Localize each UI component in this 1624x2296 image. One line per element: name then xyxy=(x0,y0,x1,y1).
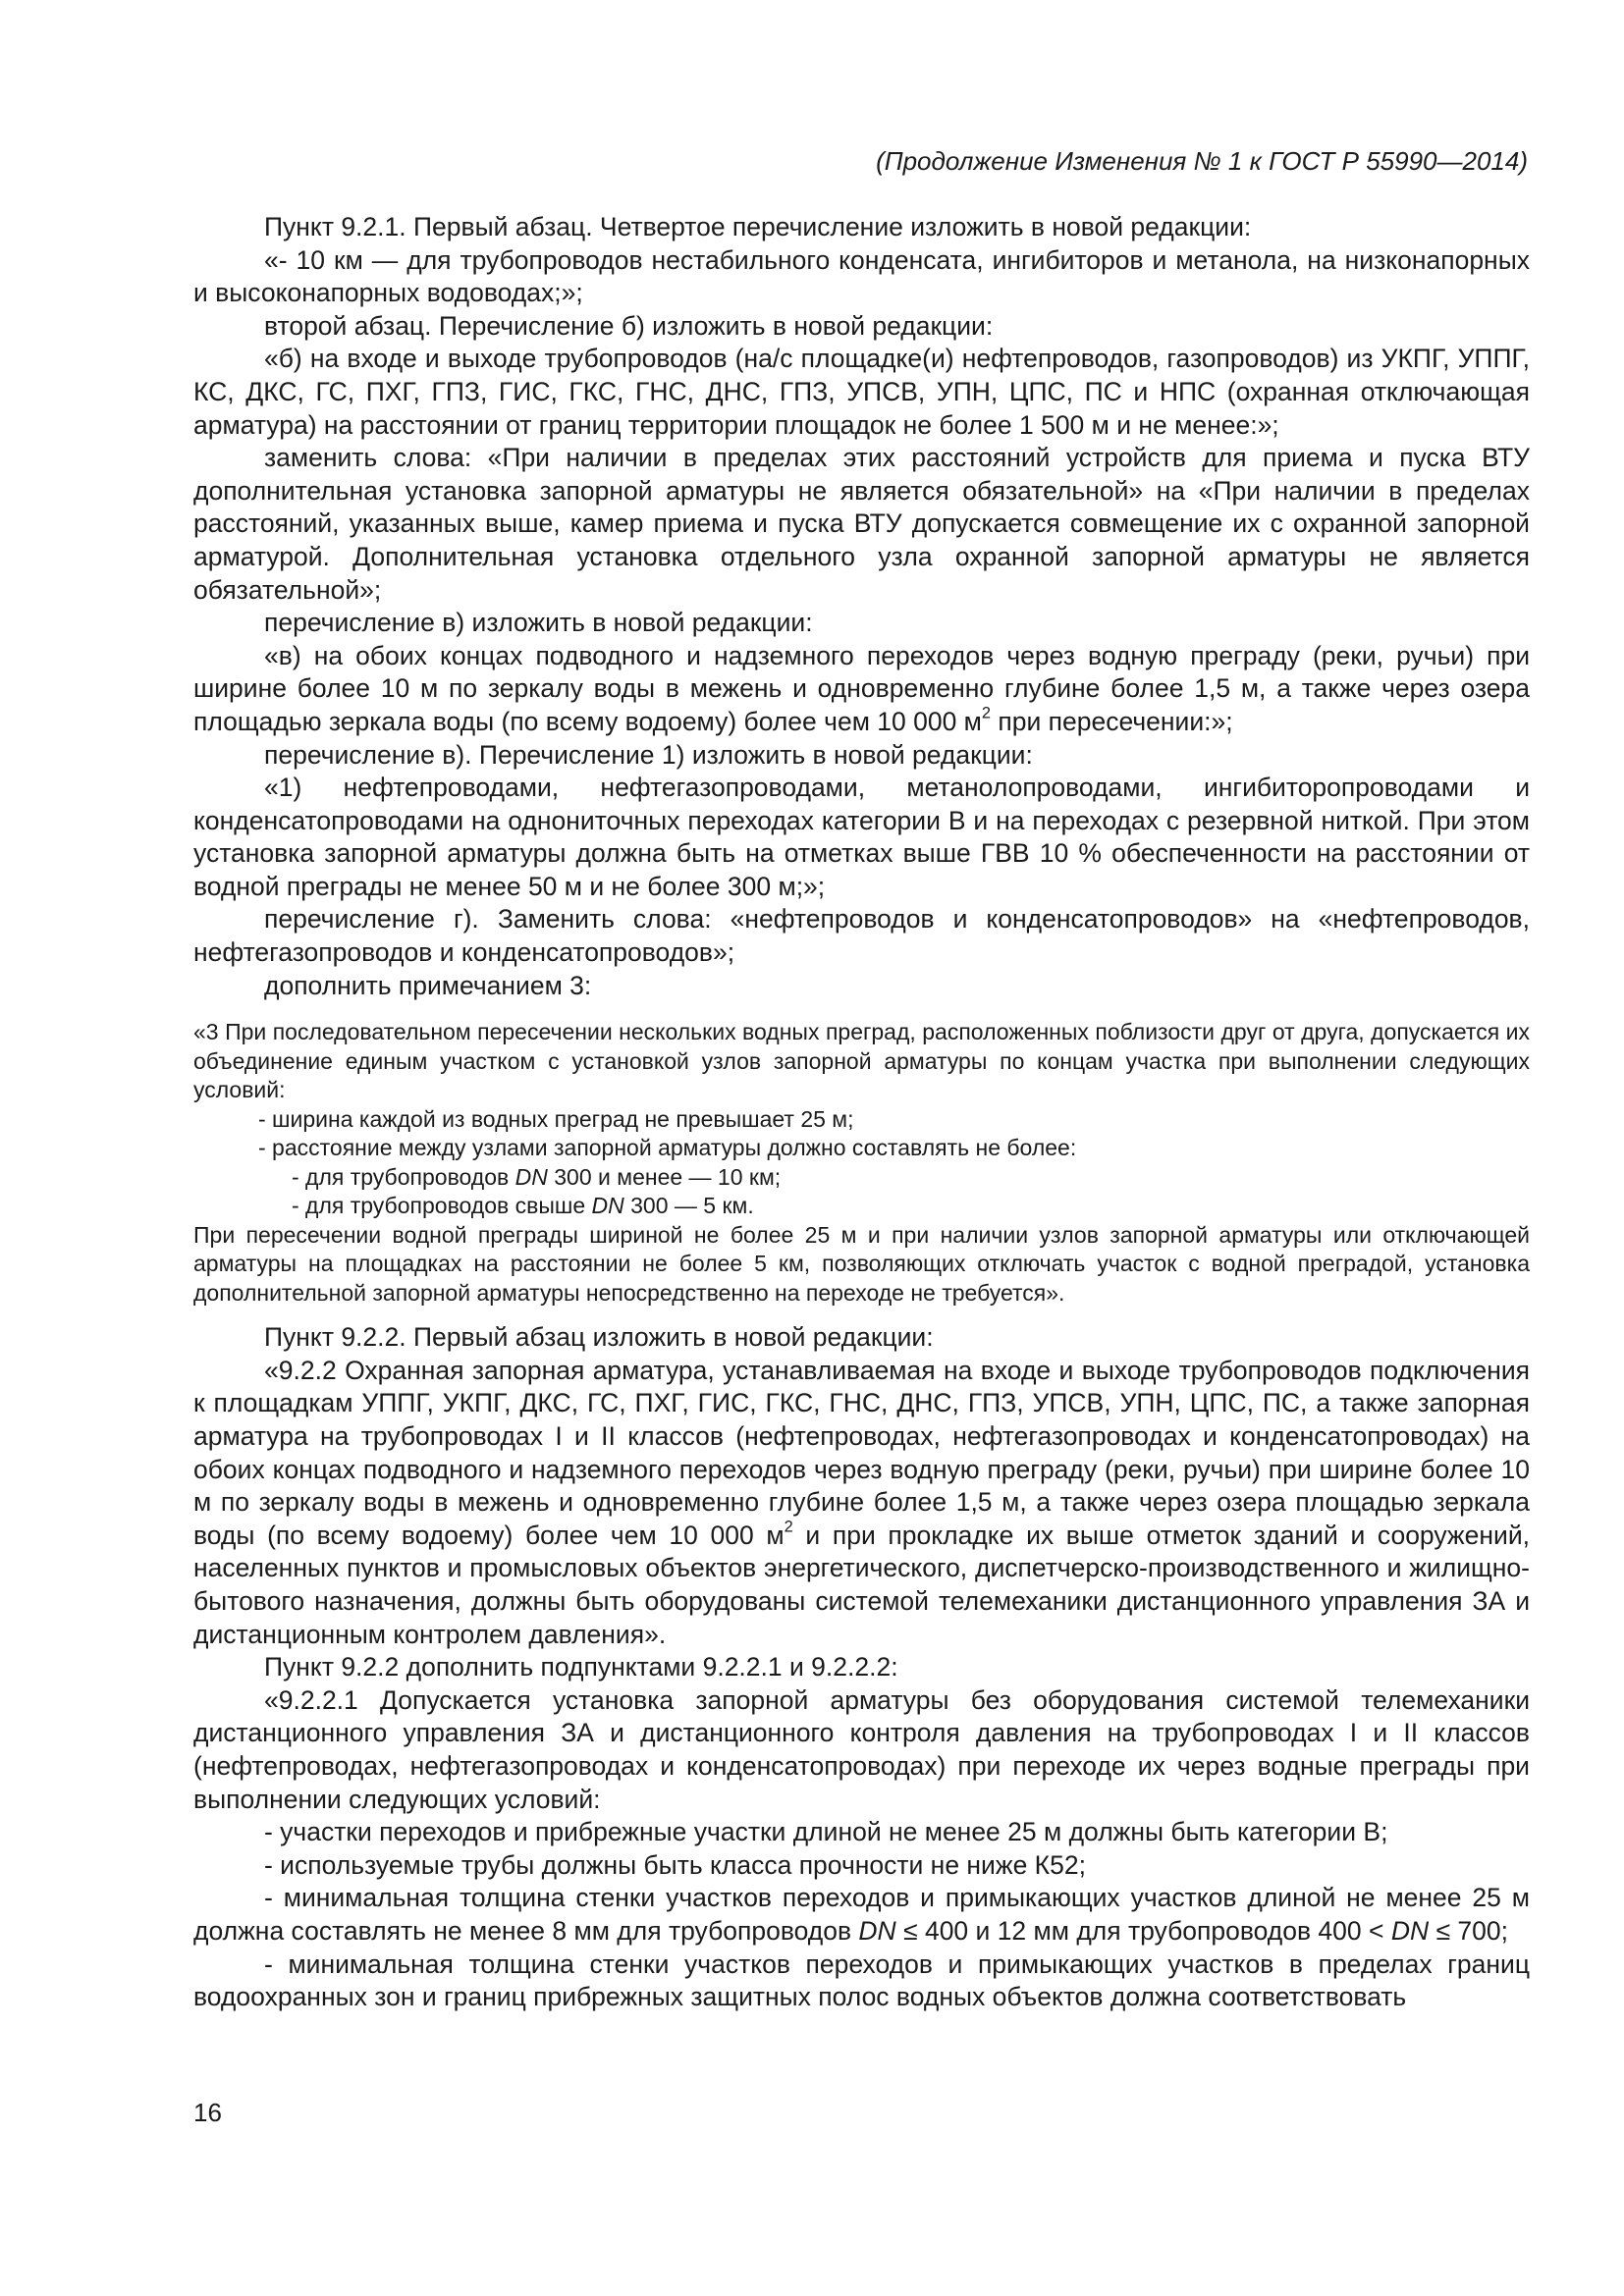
text-run: и при прокладке их выше отметок зданий и сооружений, населенных пунктов и промысловых объектов энергетического, диспетчерско-производственного и жилищно-бытового назначения, должны быть оборудованы системой телемеханики дистанционного управления ЗА и дистанционным контролем давления». xyxy=(193,1520,1530,1649)
paragraph: перечисление в) изложить в новой редакции: xyxy=(264,608,813,638)
note-closing: При пересечении водной преграды шириной не более 25 м и при наличии узлов запорной арматуры или отключающей арматуры на площадках на расстоянии не более 5 км, позволяющих отключать участок с водной преградой, установка дополнительной запорной арматуры непосредственно на переходе не требуется». xyxy=(193,1221,1530,1306)
paragraph: Пункт 9.2.2 дополнить подпунктами 9.2.2.1 и 9.2.2.2: xyxy=(264,1652,898,1682)
text-run: - для трубопроводов xyxy=(292,1163,515,1190)
paragraph: «- 10 км — для трубопроводов нестабильного конденсата, ингибиторов и метанола, на низконапорных и высоконапорных водоводах;»; xyxy=(193,244,1530,308)
paragraph xyxy=(193,1882,1530,1948)
note-item: - ширина каждой из водных преград не превышает 25 м; xyxy=(258,1105,854,1132)
paragraph: «1) нефтепроводами, нефтегазопроводами, метанолопроводами, ингибиторопроводами и конденсатопроводами на однониточных переходах категории В и на переходах с резервной ниткой. При этом установка запорной арматуры должна быть на отметках выше ГВВ 10 % обеспеченности на расстоянии от водной преграды не менее 50 м и не более 300 м;»; xyxy=(193,773,1530,901)
paragraph xyxy=(193,1355,1530,1651)
dn-symbol: DN xyxy=(514,1163,548,1190)
paragraph: «9.2.2.1 Допускается установка запорной арматуры без оборудования системой телемеханики дистанционного управления ЗА и дистанционного контроля давления на трубопроводах I и II классов (нефтепроводах, нефтегазопроводах и конденсатопроводах) при переходе их через водные преграды при выполнении следующих условий: xyxy=(193,1684,1530,1814)
superscript: 2 xyxy=(981,704,992,722)
text-run: при пересечении:»; xyxy=(991,706,1233,736)
text-run: ≤ 700; xyxy=(1429,1915,1508,1946)
document-body xyxy=(193,211,1530,2014)
text-run: «в) на обоих концах подводного и надземного переходов через водную преграду (реки, ручьи) при ширине более 10 м по зеркалу воды в межень и одновременно глубине более 1,5 м, а также через озера площадью зеркала воды (по всему водоему) более чем 10 000 м xyxy=(193,640,1530,736)
paragraph: заменить слова: «При наличии в пределах этих расстояний устройств для приема и пуска ВТУ дополнительная установка запорной арматуры не является обязательной» на «При наличии в пределах расстояний, указанных выше, камер приема и пуска ВТУ допускается совмещение их с охранной запорной арматурой. Дополнительная установка отдельного узла охранной запорной арматуры не является обязательной»; xyxy=(193,443,1530,605)
running-title: (Продолжение Изменения № 1 к ГОСТ Р 55990—2014) xyxy=(876,146,1528,176)
note-subitem xyxy=(193,1163,1530,1193)
superscript: 2 xyxy=(784,1518,793,1536)
text-run: - для трубопроводов свыше xyxy=(292,1193,592,1219)
paragraph: перечисление г). Заменить слова: «нефтепроводов и конденсатопроводов» на «нефтепроводов, нефтегазопроводов и конденсатопроводов»; xyxy=(193,904,1530,968)
dn-symbol: DN xyxy=(591,1193,624,1219)
paragraph: второй абзац. Перечисление б) изложить в новой редакции: xyxy=(264,310,994,341)
paragraph xyxy=(193,640,1530,739)
paragraph: - используемые трубы должны быть класса прочности не ниже К52; xyxy=(264,1849,1086,1880)
paragraph: перечисление в). Перечисление 1) изложить в новой редакции: xyxy=(264,739,1033,770)
paragraph: Пункт 9.2.1. Первый абзац. Четвертое перечисление изложить в новой редакции: xyxy=(264,212,1252,241)
dn-symbol: DN xyxy=(1390,1915,1430,1946)
text-run: 300 и менее — 10 км; xyxy=(547,1163,782,1190)
text-run: ≤ 400 и 12 мм для трубопроводов 400 < xyxy=(895,1915,1391,1946)
note-intro: «3 При последовательном пересечении нескольких водных преград, расположенных поблизости друг от друга, допускается их объединение единым участком с установкой узлов запорной арматуры по концам участка при выполнении следующих условий: xyxy=(193,1019,1530,1103)
page-number: 16 xyxy=(193,2098,222,2127)
dn-symbol: DN xyxy=(858,1915,896,1946)
paragraph: Пункт 9.2.2. Первый абзац изложить в новой редакции: xyxy=(264,1322,934,1353)
paragraph: - участки переходов и прибрежные участки длиной не менее 25 м должны быть категории В; xyxy=(264,1817,1388,1847)
paragraph: дополнить примечанием 3: xyxy=(264,970,592,1000)
text-run: «9.2.2 Охранная запорная арматура, устанавливаемая на входе и выходе трубопроводов подключения к площадкам УППГ, УКПГ, ДКС, ГС, ПХГ, ГИС, ГКС, ГНС, ДНС, ГПЗ, УПСВ, УПН, ЦПС, ПС, а также запорная арматура на трубопроводах I и II классов (нефтепроводах, нефтегазопроводах и конденсатопроводах) на обоих концах подводного и надземного переходов через водную преграду (реки, ручьи) при ширине более 10 м по зеркалу воды в межень и одновременно глубине более 1,5 м, а также через озера площадью зеркала воды (по всему водоему) более чем 10 000 м xyxy=(193,1355,1530,1550)
paragraph: - минимальная толщина стенки участков переходов и примыкающих участков в пределах границ водоохранных зон и границ прибрежных защитных полос водных объектов должна соответствовать xyxy=(193,1949,1530,2012)
paragraph: «б) на входе и выходе трубопроводов (на/с площадке(и) нефтепроводов, газопроводов) из УКПГ, УППГ, КС, ДКС, ГС, ПХГ, ГПЗ, ГИС, ГКС, ГНС, ДНС, ГПЗ, УПСВ, УПН, ЦПС, ПС и НПС (охранная отключающая арматура) на расстоянии от границ территории площадок не более 1 500 м и не менее:»; xyxy=(193,344,1530,440)
note-item: - расстояние между узлами запорной арматуры должно составлять не более: xyxy=(258,1135,1077,1161)
note-block xyxy=(193,1018,1530,1308)
note-subitem xyxy=(193,1192,1530,1221)
text-run: - минимальная толщина стенки участков переходов и примыкающих участков длиной не менее 25 м должна составлять не менее 8 мм для трубопроводов xyxy=(193,1883,1530,1946)
text-run: 300 — 5 км. xyxy=(623,1193,754,1219)
